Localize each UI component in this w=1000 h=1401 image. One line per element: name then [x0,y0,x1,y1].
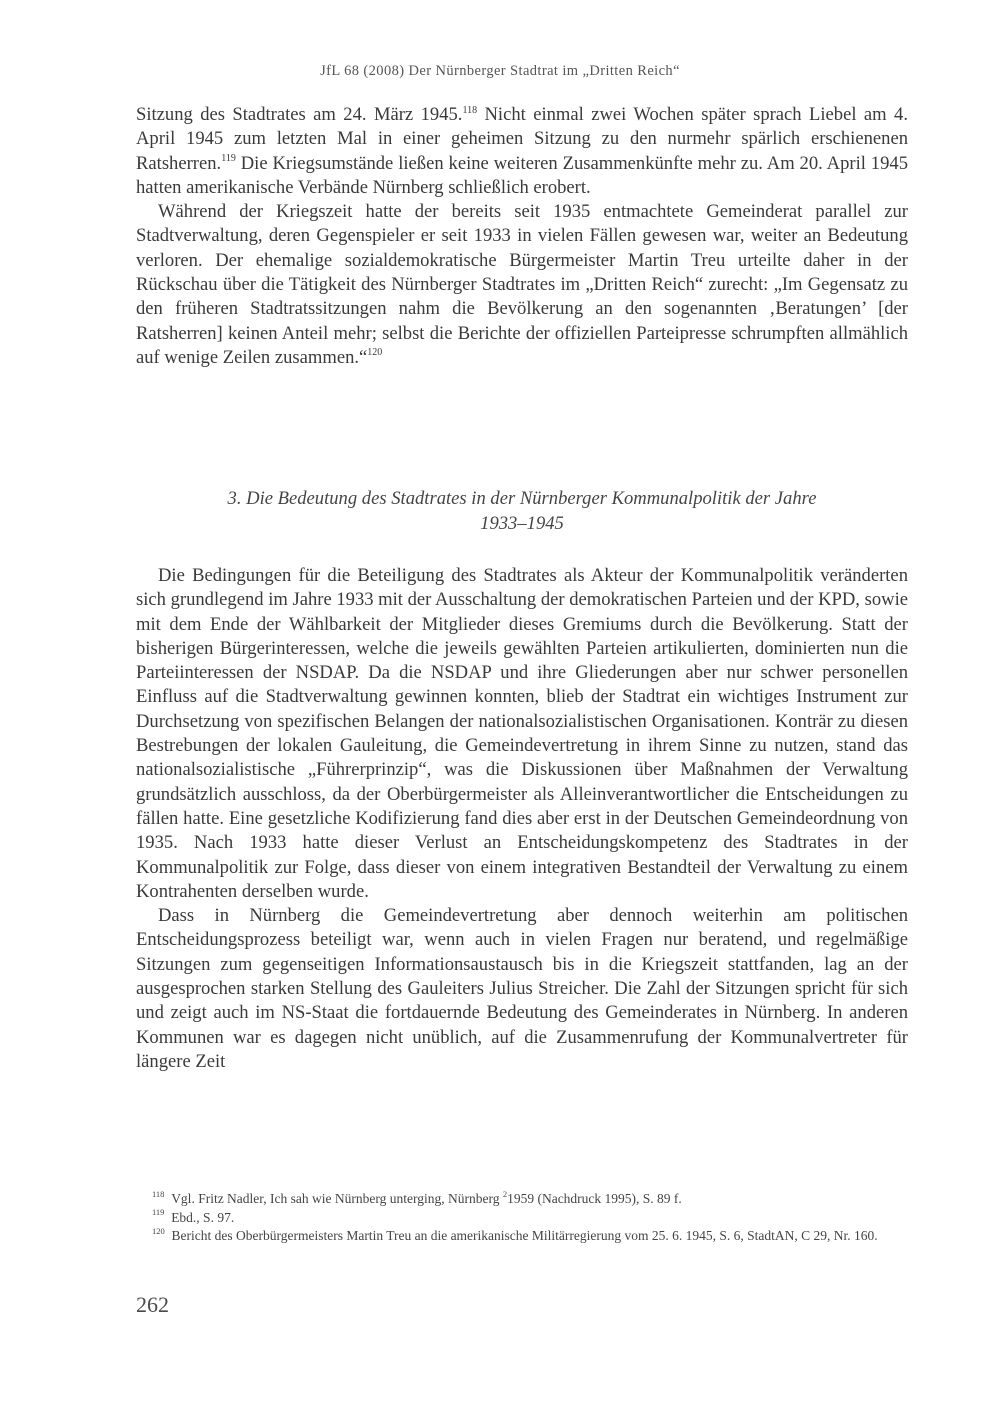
text-run: Die Bedingungen für die Beteiligung des Stadtrates als Akteur der Kommunalpolitik veränderten sich grundlegend im Jahre 1933 mit der Ausschaltung der demokratischen Parteien und der KPD, sowie mit dem Ende der Wählbarkeit der Mitglieder dieses Gremiums durch die Bevölkerung. Statt der bisherigen Bürgerinteressen, welche die jeweils gewählten Parteien artikulierten, dominierten nun die Parteiinteressen der NSDAP. Da die NSDAP und ihre Gliederungen aber nur schwer personellen Einfluss auf die Stadtverwaltung gewinnen konnten, blieb der Stadtrat ein wichtiges Instrument zur Durchsetzung von spezifischen Belangen der nationalsozialistischen Organisationen. Konträr zu diesen Bestrebungen der lokalen Gauleitung, die Gemeindevertretung in ihrem Sinne zu nutzen, stand das nationalsozialistische „Führerprinzip“, was die Diskussionen über Maßnahmen der Verwaltung grundsätzlich ausschloss, da der Oberbürgermeister als Alleinverantwortlicher die Entscheidungen zu fällen hatte. Eine gesetzliche Kodifizierung fand dies aber erst in der Deutschen Gemeindeordnung von 1935. Nach 1933 hatte dieser Verlust an Entscheidungskompetenz des Stadtrates in der Kommunalpolitik zur Folge, dass dieser von einem integrativen Bestandteil der Verwaltung zu einem Kontrahenten derselben wurde. [136,565,908,902]
footnote-120 [136,1227,908,1246]
footnote-reference: 118 [462,104,478,116]
body-text-bottom [136,564,908,1074]
section-heading-line1: 3. Die Bedeutung des Stadtrates in der Nürnberger Kommunalpolitik der Jahre [227,488,817,509]
text-run: Während der Kriegszeit hatte der bereits seit 1935 entmachtete Gemeinderat parallel zur Stadtverwaltung, deren Gegenspieler er seit 1933 in vielen Fällen gewesen war, weiter an Bedeutung verloren. Der ehemalige sozialdemokratische Bürgermeister Martin Treu urteilte daher in der Rückschau über die Tätigkeit des Nürnberger Stadtrates im „Dritten Reich“ zurecht: „Im Gegensatz zu den früheren Stadtratssitzungen nahm die Bevölkerung an den sogenannten ‚Beratungen’ [der Ratsherren] keinen Anteil mehr; selbst die Berichte der offiziellen Parteipresse schrumpften allmählich auf wenige Zeilen zusammen.“ [136,201,908,368]
footnote-119 [136,1209,908,1228]
section-heading [136,486,908,536]
body-text-top [136,103,908,370]
edition-superscript: 2 [502,1188,508,1199]
page-number: 262 [136,1292,169,1317]
text-run: 1959 (Nachdruck 1995), S. 89 f. [507,1191,682,1206]
paragraph [136,904,908,1074]
text-run: Die Kriegsumstände ließen keine weiteren Zusammenkünfte mehr zu. Am 20. April 1945 hatten amerikanische Verbände Nürnberg schließlich erobert. [136,152,908,198]
paragraph [136,200,908,370]
section-heading-line2: 1933–1945 [480,513,564,534]
footnote-number: 119 [152,1207,165,1218]
text-run: Nicht einmal zwei Wochen später sprach Liebel am 4. April 1945 zum letzten Mal in einer geheimen Sitzung zu den nurmehr spärlich erschienenen Ratsherren. [136,104,908,174]
text-run: Sitzung des Stadtrates am 24. März 1945. [136,104,463,125]
footnotes [136,1190,908,1246]
text-run: Ebd., S. 97. [171,1209,235,1225]
footnote-reference: 120 [367,347,383,359]
text-run: Dass in Nürnberg die Gemeindevertretung aber dennoch weiterhin am politischen Entscheidungsprozess beteiligt war, wenn auch in vielen Fragen nur beratend, und regelmäßige Sitzungen zum gegenseitigen Informationsaustausch bis in die Kriegszeit stattfanden, lag an der ausgesprochen starken Stellung des Gauleiters Julius Streicher. Die Zahl der Sitzungen spricht für sich und zeigt auch im NS-Staat die fortdauernde Bedeutung des Gemeinderates in Nürnberg. In anderen Kommunen war es dagegen nicht unüblich, auf die Zusammenrufung der Kommunalvertreter für längere Zeit [136,905,908,1072]
footnote-reference: 119 [221,153,236,165]
text-run: Bericht des Oberbürgermeisters Martin Treu an die amerikanische Militärregierung vom 25. 6. 1945, S. 6, StadtAN, C 29, Nr. 160. [171,1228,878,1243]
running-head: JfL 68 (2008) Der Nürnberger Stadtrat im „Dritten Reich“ [320,63,680,79]
paragraph [136,103,908,200]
footnote-118 [136,1190,908,1209]
text-run: Vgl. Fritz Nadler, Ich sah wie Nürnberg unterging, Nürnberg [171,1191,503,1206]
paragraph [136,564,908,904]
footnote-number: 120 [152,1225,165,1236]
footnote-number: 118 [152,1188,165,1199]
